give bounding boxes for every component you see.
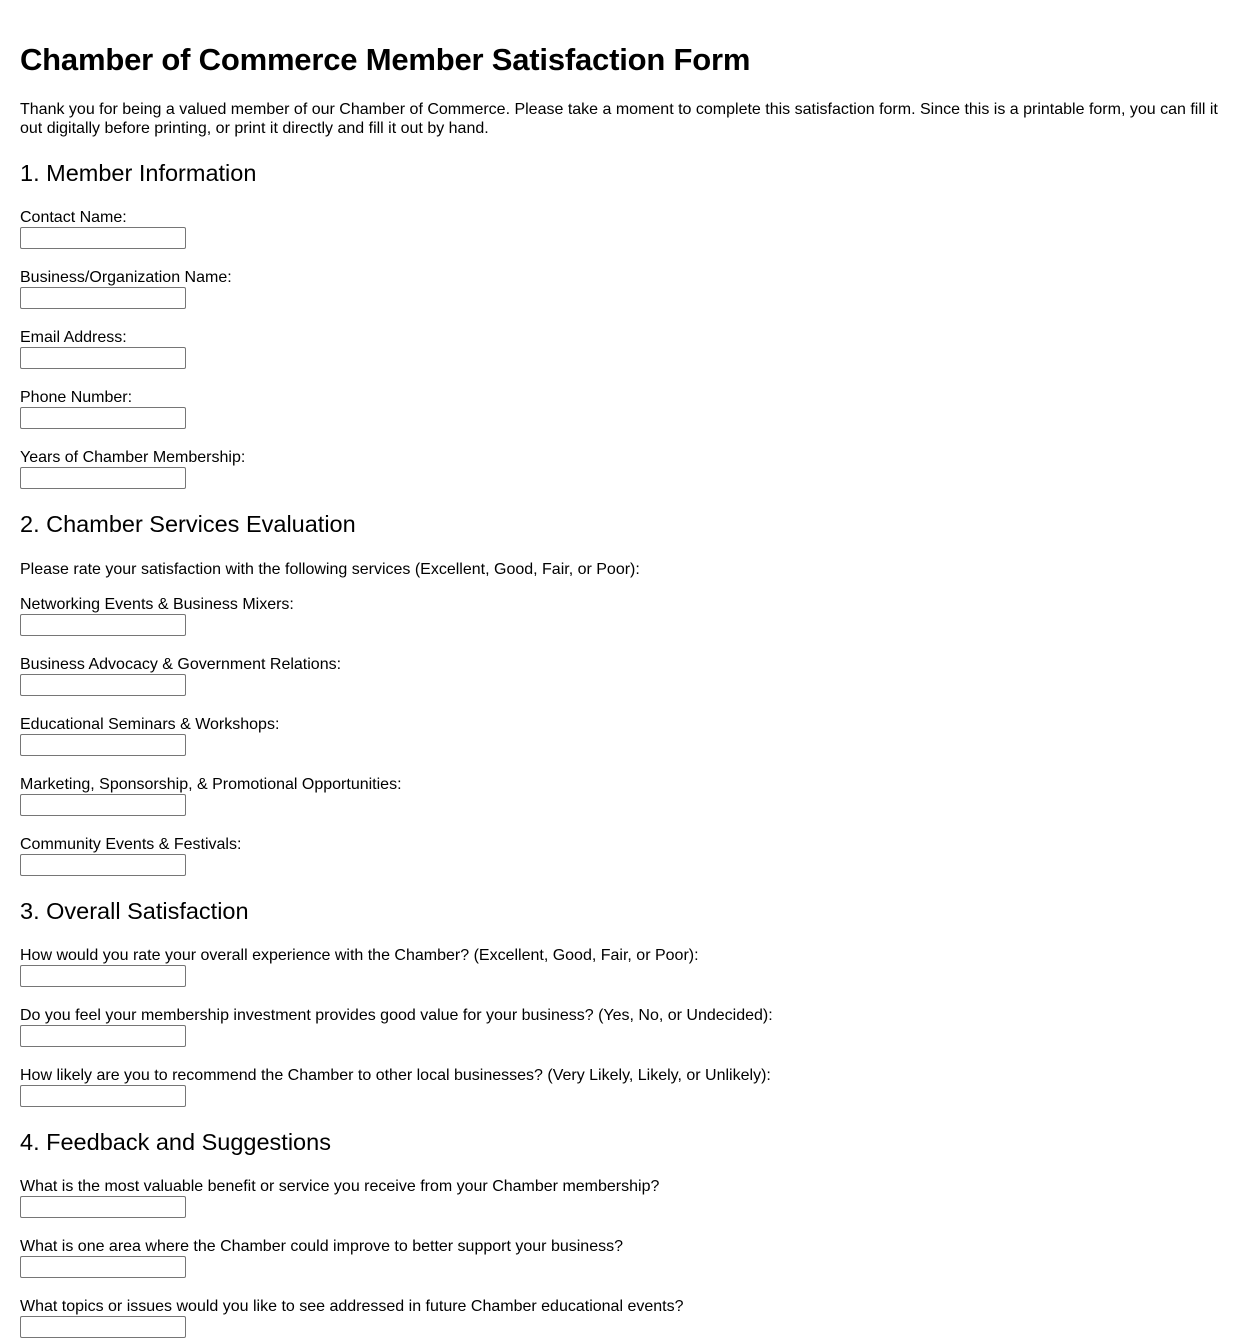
field-label: Contact Name:: [20, 209, 127, 226]
overall-experience-input[interactable]: [20, 965, 186, 987]
section-heading: 1. Member Information: [20, 160, 257, 186]
field-label: Community Events & Festivals:: [20, 836, 242, 853]
section-heading: 2. Chamber Services Evaluation: [20, 511, 356, 537]
field-label: Years of Chamber Membership:: [20, 449, 246, 466]
section-note: Please rate your satisfaction with the following services (Excellent, Good, Fair, or Poor):: [20, 561, 640, 578]
community-events-input[interactable]: [20, 854, 186, 876]
form-intro: Thank you for being a valued member of our Chamber of Commerce. Please take a moment to complete this satisfaction form. Since this is a printable form, you can fill it out digitally before printing, or print it directly and fill it out by hand.: [20, 101, 1218, 137]
recommend-likelihood-input[interactable]: [20, 1085, 186, 1107]
section-overall-satisfaction: [20, 896, 1227, 1107]
field-label: Educational Seminars & Workshops:: [20, 716, 280, 733]
field-label: Networking Events & Business Mixers:: [20, 596, 294, 613]
field-label: What is the most valuable benefit or service you receive from your Chamber membership?: [20, 1178, 660, 1195]
phone-number-input[interactable]: [20, 407, 186, 429]
field-label: What is one area where the Chamber could improve to better support your business?: [20, 1238, 623, 1255]
field-label: What topics or issues would you like to see addressed in future Chamber educational events?: [20, 1298, 684, 1315]
educational-seminars-input[interactable]: [20, 734, 186, 756]
improvement-area-input[interactable]: [20, 1256, 186, 1278]
section-heading: 4. Feedback and Suggestions: [20, 1129, 331, 1155]
field-label: How likely are you to recommend the Chamber to other local businesses? (Very Likely, Likely, or Unlikely):: [20, 1067, 771, 1084]
field-marketing-opportunities: [20, 775, 1227, 816]
field-networking-events: [20, 595, 1227, 636]
field-educational-seminars: [20, 715, 1227, 756]
membership-value-input[interactable]: [20, 1025, 186, 1047]
field-label: Business/Organization Name:: [20, 269, 232, 286]
field-future-topics: [20, 1297, 1227, 1338]
years-membership-input[interactable]: [20, 467, 186, 489]
future-topics-input[interactable]: [20, 1316, 186, 1338]
field-community-events: [20, 835, 1227, 876]
section-feedback-suggestions: [20, 1127, 1227, 1338]
field-membership-value: [20, 1006, 1227, 1047]
field-email-address: [20, 328, 1227, 369]
business-name-input[interactable]: [20, 287, 186, 309]
field-most-valuable-benefit: [20, 1177, 1227, 1218]
business-advocacy-input[interactable]: [20, 674, 186, 696]
contact-name-input[interactable]: [20, 227, 186, 249]
email-address-input[interactable]: [20, 347, 186, 369]
field-years-membership: [20, 448, 1227, 489]
field-contact-name: [20, 208, 1227, 249]
field-label: Do you feel your membership investment provides good value for your business? (Yes, No, or Undecided):: [20, 1007, 773, 1024]
field-business-name: [20, 268, 1227, 309]
field-label: Phone Number:: [20, 389, 133, 406]
field-label: Business Advocacy & Government Relations:: [20, 656, 342, 673]
field-improvement-area: [20, 1237, 1227, 1278]
field-business-advocacy: [20, 655, 1227, 696]
most-valuable-benefit-input[interactable]: [20, 1196, 186, 1218]
field-overall-experience: [20, 946, 1227, 987]
field-label: Email Address:: [20, 329, 127, 346]
field-recommend-likelihood: [20, 1066, 1227, 1107]
section-services-evaluation: [20, 509, 1227, 876]
section-heading: 3. Overall Satisfaction: [20, 898, 249, 924]
field-label: Marketing, Sponsorship, & Promotional Opportunities:: [20, 776, 402, 793]
section-member-information: [20, 158, 1227, 489]
marketing-opportunities-input[interactable]: [20, 794, 186, 816]
networking-events-input[interactable]: [20, 614, 186, 636]
field-label: How would you rate your overall experience with the Chamber? (Excellent, Good, Fair, or Poor):: [20, 947, 699, 964]
form-title: Chamber of Commerce Member Satisfaction Form: [20, 42, 751, 77]
field-phone-number: [20, 388, 1227, 429]
